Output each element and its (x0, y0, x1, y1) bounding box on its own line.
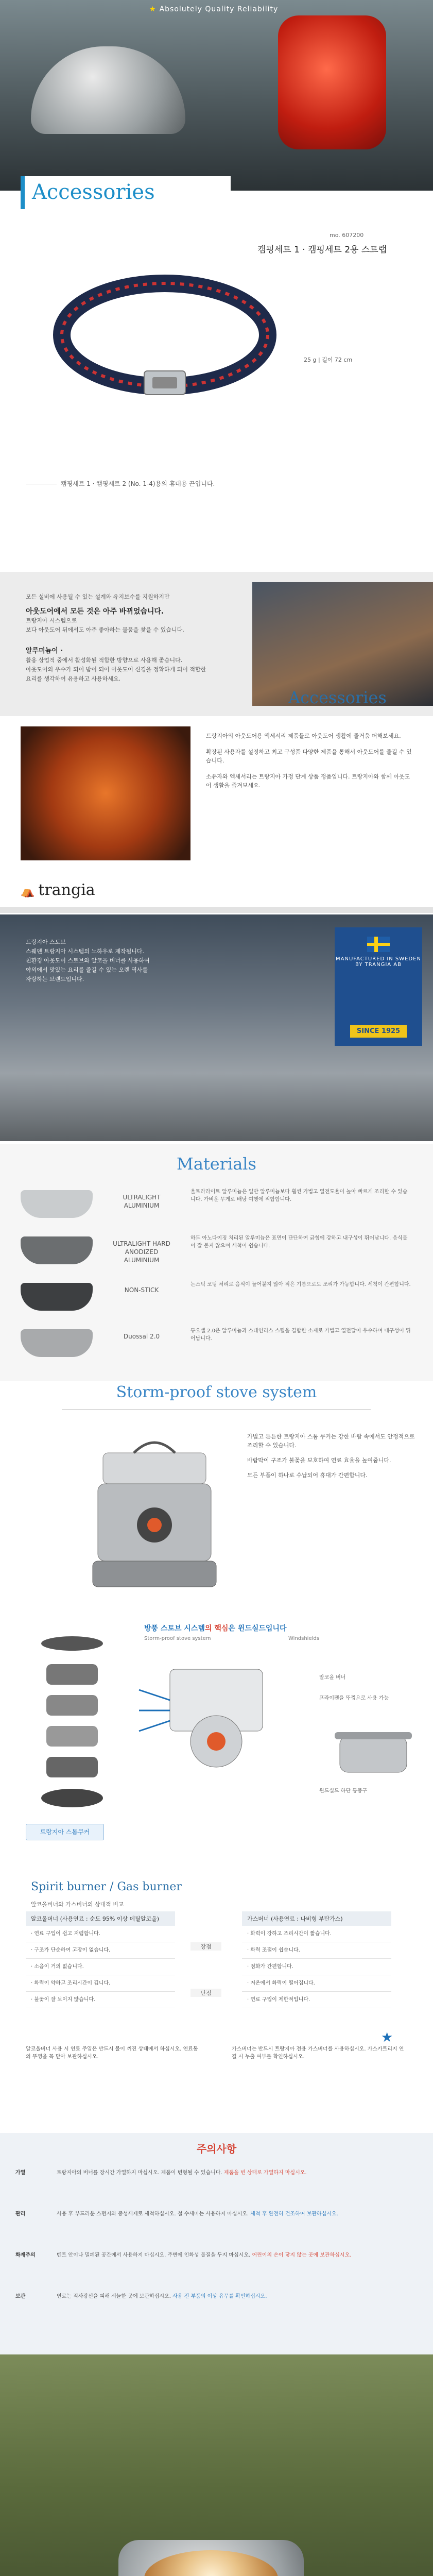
caution-highlight: 사용 전 부품의 이상 유무를 확인하십시오. (172, 2294, 267, 2299)
caution-key: 보관 (15, 2294, 26, 2299)
accessories-title: Accessories (32, 180, 155, 204)
sweden-badge (335, 927, 422, 1046)
heading-emphasis: 의 핵심 (204, 1624, 229, 1633)
spirit-section (0, 1875, 433, 2133)
storm-section (0, 1381, 433, 1618)
material-name: ULTRALIGHT ALUMINIUM (123, 1194, 161, 1209)
spirit-lower (26, 2045, 407, 2128)
caution-section (0, 2133, 433, 2354)
caution-value (57, 2210, 417, 2218)
gas-canister-photo (278, 15, 386, 149)
material-desc: 듀오셀 2.0은 알루미늄과 스테인리스 스틸을 결합한 소재로 가볍고 열전달이 우수하며 내구성이 뛰어납니다. (190, 1328, 411, 1342)
material-name: Duossal 2.0 (123, 1333, 160, 1340)
caution-text: 텐트 안이나 밀폐된 공간에서 사용하지 마십시오. 주변에 인화성 물질을 두지 마십시오. (57, 2252, 251, 2258)
info-block-2 (26, 647, 242, 684)
storm-paragraph: 바람막이 구조가 불꽃을 보호하여 연료 효율을 높여줍니다. (247, 1457, 391, 1464)
pan-icon (21, 1329, 93, 1357)
info-line: 활용 상업적 중에서 활성화된 적합한 방향으로 사용해 좋습니다. (26, 657, 183, 664)
caution-title: 주의사항 (196, 2143, 237, 2155)
info-line: 보다 아웃도어 뒤에서도 아주 좋아하는 물품을 찾을 수 있습니다. (26, 626, 184, 633)
divider-bar (0, 907, 433, 913)
material-desc: 울트라라이트 알루미늄은 일반 알루미늄보다 훨씬 가볍고 열전도율이 높아 빠르게 조리할 수 있습니다. 가벼운 무게로 배낭 여행에 적합합니다. (190, 1189, 408, 1202)
diagram-label: 알코올 버너 (319, 1675, 346, 1681)
divider (62, 1409, 371, 1410)
caution-highlight: 어린이의 손이 닿지 않는 곳에 보관하십시오. (252, 2252, 352, 2258)
caution-value (57, 2169, 417, 2177)
material-desc: 논스틱 코팅 처리로 음식이 눌어붙지 않아 적은 기름으로도 조리가 가능합니다. 세척이 간편합니다. (190, 1282, 411, 1287)
caution-text: 트랑지아의 버너를 장시간 가열하지 마십시오. 제품이 변형될 수 있습니다. (57, 2170, 222, 2176)
star-icon: ★ (381, 2030, 393, 2045)
info-block-1 (26, 592, 242, 635)
spirit-note: 알코올버너 사용 시 연료 주입은 반드시 불이 꺼진 상태에서 하십시오. 연료통의 뚜껑을 꼭 닫아 보관하십시오. (26, 2046, 198, 2060)
product-title: 캠핑세트 1 · 캠핑세트 2용 스트랩 (257, 245, 387, 255)
accessories-title-2: Accessories (288, 688, 387, 707)
pot-illustration (330, 1721, 417, 1783)
table-cell: · 저온에서 화력이 떨어집니다. (242, 1975, 391, 1992)
pan-icon (21, 1283, 93, 1311)
caution-key: 화재주의 (15, 2252, 36, 2258)
trangia-logo: ⛺ trangia (21, 881, 95, 899)
table-cell: · 연료 구입이 제한적입니다. (242, 1992, 391, 2008)
strap-image (51, 268, 278, 402)
col-head: 가스버너 (사용연료 : 나비형 부탄가스) (242, 1911, 391, 1926)
windshield-section (0, 1618, 433, 1875)
table-cell: · 화력이 강하고 조리시간이 짧습니다. (242, 1926, 391, 1942)
model-number: mo. 607200 (330, 232, 364, 239)
spirit-title: Spirit burner / Gas burner (31, 1880, 182, 1893)
caution-highlight: 세척 후 완전히 건조하여 보관하십시오. (250, 2211, 338, 2217)
table-cell: · 화력 조절이 쉽습니다. (242, 1942, 391, 1959)
cooking-text (206, 732, 412, 797)
intro-line: 자랑하는 브랜드입니다. (26, 976, 84, 982)
cooking-paragraph: 확장된 사용자를 설정하고 최고 구성품 다양한 제품을 통해서 아웃도어를 즐길 수 있습니다. (206, 749, 412, 764)
spirit-subtitle: 알코올버너와 가스버너의 상대적 비교 (31, 1901, 124, 1908)
tagline-text: Absolutely Quality Reliability (159, 5, 279, 13)
material-name: ULTRALIGHT HARD ANODIZED ALUMINIUM (113, 1240, 170, 1264)
diagram-label: 프라이팬을 뚜껑으로 사용 가능 (319, 1696, 389, 1701)
storm-paragraph: 모든 부품이 하나로 수납되어 휴대가 간편합니다. (247, 1472, 368, 1479)
col-gas (242, 1911, 391, 2008)
stormcooker-button[interactable]: 트랑지아 스톰쿠커 (26, 1824, 104, 1840)
material-row (21, 1278, 412, 1319)
material-row (21, 1231, 412, 1273)
table-cell: · 화력이 약하고 조리시간이 깁니다. (26, 1975, 175, 1992)
cons-tag: 단점 (190, 1989, 221, 1997)
cooking-photo (21, 726, 190, 860)
outdoor-photo (252, 582, 433, 706)
sweden-text: MANUFACTURED IN SWEDEN BY TRANGIA AB (336, 956, 421, 968)
storm-paragraph: 가볍고 튼튼한 트랑지아 스톰 쿠커는 강한 바람 속에서도 안정적으로 조리할 수 있습니다. (247, 1433, 415, 1449)
col-spirit (26, 1911, 175, 2008)
info-line: 요리를 생각하여 유용하고 사용하세요. (26, 675, 121, 682)
heading-part: 은 윈드실드입니다 (228, 1624, 287, 1633)
intro-line: 야외에서 맛있는 요리를 즐길 수 있는 오랜 역사를 (26, 967, 148, 973)
material-row (21, 1324, 412, 1365)
cooking-paragraph: 트랑지아의 아웃도어용 액세서리 제품들로 아웃도어 생활에 즐거움 더해보세요. (206, 733, 401, 739)
product-note: 캠핑세트 1 · 캠핑세트 2 (No. 1-4)용의 휴대용 끈입니다. (26, 479, 215, 488)
intro-line: 친환경 아웃도어 스토브와 알코올 버너를 사용하여 (26, 957, 150, 964)
intro-line: 스웨덴 트랑지아 시스템의 노하우로 제작됩니다. (26, 948, 145, 955)
windshield-subtitle: Storm-proof stove system (144, 1636, 211, 1641)
info-line: 아웃도어의 우수가 되어 밤이 되어 아웃도어 신경을 정확하게 되어 적합한 (26, 666, 206, 673)
hero-section (0, 0, 433, 204)
heading-part: 방풍 스토브 시스템 (144, 1624, 205, 1633)
caution-highlight: 제품을 빈 상태로 가열하지 마십시오. (223, 2170, 307, 2176)
trangia-section (0, 876, 433, 1144)
table-cell: · 점화가 간편합니다. (242, 1959, 391, 1975)
table-cell: · 연료 구입이 쉽고 저렴합니다. (26, 1926, 175, 1942)
final-photo-section (0, 2354, 433, 2576)
trangia-intro (26, 938, 227, 984)
caution-text: 사용 후 부드러운 스펀지와 중성세제로 세척하십시오. 철 수세미는 사용하지 마십시오. (57, 2211, 249, 2217)
table-cell: · 불꽃이 잘 보이지 않습니다. (26, 1992, 175, 2008)
pros-tag: 장점 (190, 1942, 221, 1951)
materials-title: Materials (177, 1154, 256, 1174)
windshield-subtitle-2: Windshields (288, 1636, 319, 1641)
windshield-diagram (118, 1649, 314, 1772)
kettle-photo (31, 46, 185, 134)
stove-illustration (72, 1422, 237, 1607)
table-cell: · 소음이 거의 없습니다. (26, 1959, 175, 1975)
info-line: 모든 설비에 사용될 수 있는 설계와 유지보수를 지원하지만 (26, 594, 170, 600)
storm-text (247, 1432, 417, 1486)
cookware-stack-illustration (31, 1628, 113, 1814)
caution-text: 연료는 직사광선을 피해 서늘한 곳에 보관하십시오. (57, 2294, 171, 2299)
materials-section (0, 1144, 433, 1381)
table-cell: · 구조가 단순하여 고장이 없습니다. (26, 1942, 175, 1959)
brand-tagline (149, 5, 278, 13)
cooking-paragraph: 소유자와 엑세서리는 트랑지아 가정 단계 상품 정품입니다. 트랑지아와 함께 아웃도어 생활을 즐겨보세요. (206, 773, 410, 789)
cooking-section (0, 716, 433, 876)
caution-value (57, 2251, 417, 2259)
intro-line: 트랑지아 스토브 (26, 939, 66, 945)
material-desc: 하드 아노다이징 처리된 알루미늄은 표면이 단단하여 긁힘에 강하고 내구성이 뛰어납니다. 음식물이 잘 붙지 않으며 세척이 쉽습니다. (190, 1235, 408, 1249)
col-head: 알코올버너 (사용연료 : 순도 95% 이상 메틸알코올) (26, 1911, 175, 1926)
spirit-note: 가스버너는 반드시 트랑지아 전용 가스버너를 사용하십시오. 가스카트리지 연결 시 누출 여부를 확인하십시오. (232, 2046, 404, 2060)
info-heading: 아웃도어에서 모든 것은 아주 바뀌었습니다. (26, 607, 164, 616)
diagram-label: 윈드실드 하단 통풍구 (319, 1788, 368, 1794)
sweden-flag-icon (367, 937, 390, 952)
material-name: NON-STICK (124, 1286, 159, 1294)
caution-key: 관리 (15, 2211, 26, 2217)
product-spec: 25 g | 길이 72 cm (304, 357, 353, 363)
pan-icon (21, 1190, 93, 1218)
star-icon: ★ (149, 5, 157, 13)
windshield-heading (144, 1623, 286, 1633)
material-row (21, 1185, 412, 1226)
info-heading-2: 알루미늄이 · (26, 647, 63, 655)
storm-title: Storm-proof stove system (116, 1383, 317, 1401)
since-badge: SINCE 1925 (350, 1025, 407, 1038)
caution-key: 가열 (15, 2170, 26, 2176)
info-section (0, 572, 433, 716)
product-section (0, 191, 433, 572)
pan-icon (21, 1236, 93, 1264)
caution-value (57, 2293, 417, 2300)
info-line: 트랑지아 시스템으로 (26, 617, 77, 624)
